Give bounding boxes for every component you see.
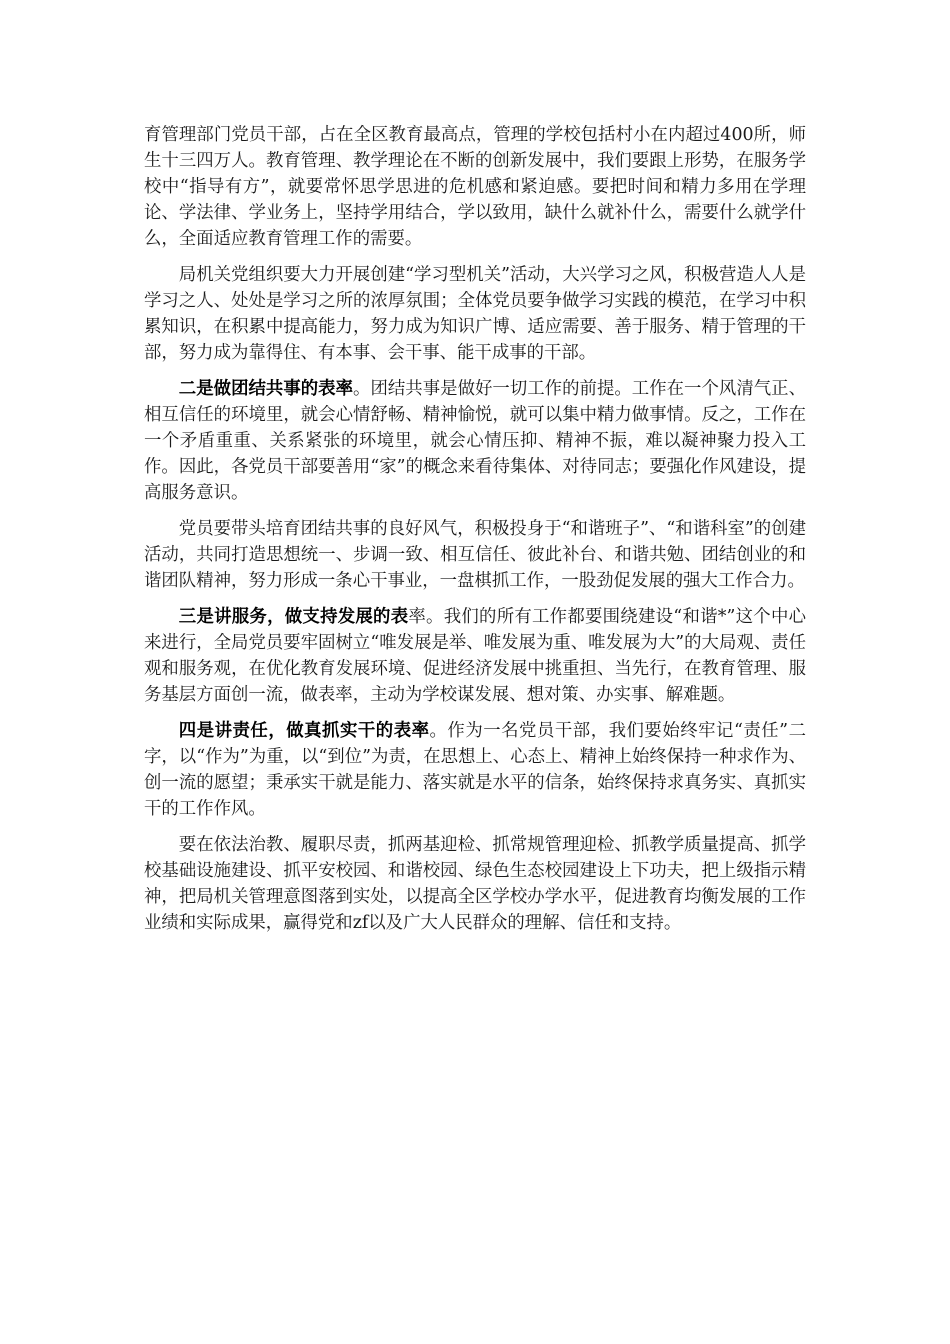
paragraph [144, 604, 806, 708]
paragraph-text: 育管理部门党员干部，占在全区教育最高点，管理的学校包括村小在内超过400所，师生十三四万人。教育管理、教学理论在不断的创新发展中，我们要跟上形势，在服务学校中“指导有方”，就要常怀思学思进的危机感和紧迫感。要把时间和精力多用在学理论、学法律、学业务上，坚持学用结合，学以致用，缺什么就补什么，需要什么就学什么，全面适应教育管理工作的需要。 [144, 125, 806, 249]
paragraph-text: 党员要带头培育团结共事的良好风气，积极投身于“和谐班子”、“和谐科室”的创建活动，共同打造思想统一、步调一致、相互信任、彼此补台、和谐共勉、团结创业的和谐团队精神，努力形成一条心干事业，一盘棋抓工作，一股劲促发展的强大工作合力。 [144, 519, 806, 591]
paragraph-text: 要在依法治教、履职尽责，抓两基迎检、抓常规管理迎检、抓教学质量提高、抓学校基础设施建设、抓平安校园、和谐校园、绿色生态校园建设上下功夫，把上级指示精神，把局机关管理意图落到实处，以提高全区学校办学水平，促进教育均衡发展的工作业绩和实际成果，赢得党和zf以及广大人民群众的理解、信任和支持。 [144, 835, 806, 933]
paragraph [144, 718, 806, 822]
paragraph-lead: 二是做团结共事的表率 [178, 379, 354, 399]
paragraph [144, 516, 806, 594]
paragraph-text: 。团结共事是做好一切工作的前提。工作在一个风清气正、相互信任的环境里，就会心情舒畅、精神愉悦，就可以集中精力做事情。反之，工作在一个矛盾重重、关系紧张的环境里，就会心情压抑、精神不振，难以凝神聚力投入工作。因此，各党员干部要善用“家”的概念来看待集体、对待同志；要强化作风建设，提高服务意识。 [144, 379, 806, 503]
paragraph [144, 376, 806, 506]
document-body [144, 122, 806, 946]
paragraph-text: 局机关党组织要大力开展创建“学习型机关”活动，大兴学习之风，积极营造人人是学习之人、处处是学习之所的浓厚氛围；全体党员要争做学习实践的模范，在学习中积累知识，在积累中提高能力，努力成为知识广博、适应需要、善于服务、精于管理的干部，努力成为靠得住、有本事、会干事、能干成事的干部。 [144, 265, 806, 363]
paragraph-text: 率。我们的所有工作都要围绕建设“和谐*”这个中心来进行，全局党员要牢固树立“唯发展是举、唯发展为重、唯发展为大”的大局观、责任观和服务观，在优化教育发展环境、促进经济发展中挑重担、当先行，在教育管理、服务基层方面创一流，做表率，主动为学校谋发展、想对策、办实事、解难题。 [144, 607, 806, 705]
paragraph [144, 832, 806, 936]
paragraph-lead: 四是讲责任，做真抓实干的表率 [178, 721, 430, 741]
paragraph-text: 。作为一名党员干部，我们要始终牢记“责任”二字，以“作为”为重，以“到位”为责，在思想上、心态上、精神上始终保持一种求作为、创一流的愿望；秉承实干就是能力、落实就是水平的信条，始终保持求真务实、真抓实干的工作作风。 [144, 721, 806, 819]
paragraph-lead: 三是讲服务，做支持发展的表 [178, 607, 409, 627]
paragraph [144, 122, 806, 252]
paragraph [144, 262, 806, 366]
